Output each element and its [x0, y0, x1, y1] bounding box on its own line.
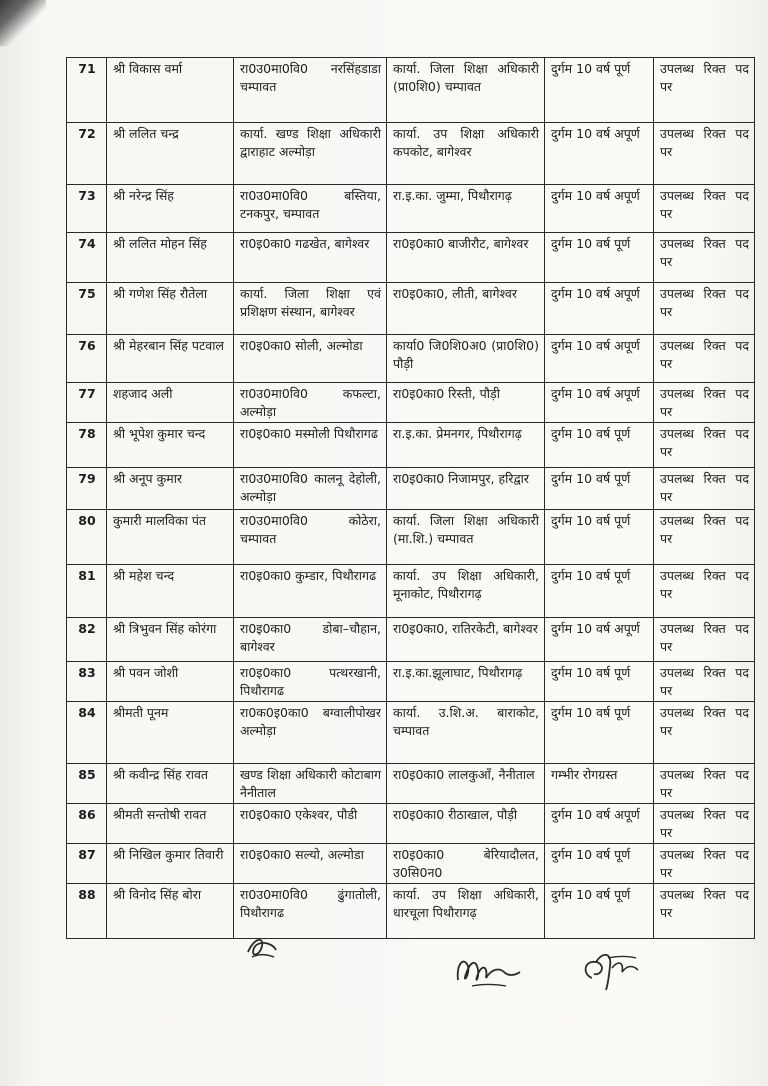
transfer-reason-cell: दुर्गम 10 वर्ष पूर्ण	[545, 58, 654, 123]
transfer-table	[66, 57, 755, 939]
employee-name-cell: श्री पवन जोशी	[107, 662, 234, 702]
table-row	[67, 383, 755, 423]
employee-name-cell: शहजाद अली	[107, 383, 234, 423]
transfer-reason-cell: दुर्गम 10 वर्ष अपूर्ण	[545, 618, 654, 662]
employee-name-cell: श्री विकास वर्मा	[107, 58, 234, 123]
serial-number-cell: 84	[67, 702, 107, 764]
table-row	[67, 58, 755, 123]
new-posting-cell: कार्या. जिला शिक्षा अधिकारी (मा.शि.) चम्पावत	[387, 510, 545, 565]
employee-name-cell: श्री गणेश सिंह रौतेला	[107, 283, 234, 335]
current-posting-cell: रा0इ0का0 पत्थरखानी, पिथौरागढ	[234, 662, 387, 702]
remark-cell: उपलब्ध रिक्त पद पर	[654, 383, 755, 423]
new-posting-cell: कार्या. उप शिक्षा अधिकारी कपकोट, बागेश्वर	[387, 123, 545, 185]
signature-left	[242, 930, 282, 964]
signature-middle	[452, 946, 524, 994]
serial-number-cell: 71	[67, 58, 107, 123]
transfer-reason-cell: दुर्गम 10 वर्ष पूर्ण	[545, 884, 654, 939]
serial-number-cell: 83	[67, 662, 107, 702]
table-row	[67, 702, 755, 764]
table-row	[67, 283, 755, 335]
table-row	[67, 335, 755, 383]
new-posting-cell: रा0इ0का0 बेरियादौलत, उ0सि0न0	[387, 844, 545, 884]
table-row	[67, 423, 755, 468]
employee-name-cell: श्री त्रिभुवन सिंह कोरंगा	[107, 618, 234, 662]
serial-number-cell: 76	[67, 335, 107, 383]
remark-cell: उपलब्ध रिक्त पद पर	[654, 283, 755, 335]
transfer-reason-cell: दुर्गम 10 वर्ष अपूर्ण	[545, 185, 654, 233]
transfer-reason-cell: दुर्गम 10 वर्ष अपूर्ण	[545, 383, 654, 423]
transfer-reason-cell: दुर्गम 10 वर्ष पूर्ण	[545, 565, 654, 618]
transfer-reason-cell: दुर्गम 10 वर्ष अपूर्ण	[545, 123, 654, 185]
remark-cell: उपलब्ध रिक्त पद पर	[654, 58, 755, 123]
new-posting-cell: रा0इ0का0 रिस्ती, पौड़ी	[387, 383, 545, 423]
current-posting-cell: रा0क0इ0का0 बग्वालीपोखर अल्मोड़ा	[234, 702, 387, 764]
serial-number-cell: 85	[67, 764, 107, 804]
table-row	[67, 468, 755, 510]
new-posting-cell: कार्या. उप शिक्षा अधिकारी, धारचूला पिथौरागढ़	[387, 884, 545, 939]
serial-number-cell: 87	[67, 844, 107, 884]
remark-cell: उपलब्ध रिक्त पद पर	[654, 884, 755, 939]
table-row	[67, 123, 755, 185]
serial-number-cell: 88	[67, 884, 107, 939]
table-row	[67, 510, 755, 565]
current-posting-cell: रा0इ0का0 एकेश्वर, पौडी	[234, 804, 387, 844]
serial-number-cell: 72	[67, 123, 107, 185]
serial-number-cell: 73	[67, 185, 107, 233]
transfer-table-body	[67, 58, 755, 939]
remark-cell: उपलब्ध रिक्त पद पर	[654, 804, 755, 844]
employee-name-cell: कुमारी मालविका पंत	[107, 510, 234, 565]
table-row	[67, 764, 755, 804]
serial-number-cell: 81	[67, 565, 107, 618]
remark-cell: उपलब्ध रिक्त पद पर	[654, 764, 755, 804]
current-posting-cell: रा0इ0का0 सोली, अल्मोडा	[234, 335, 387, 383]
transfer-reason-cell: दुर्गम 10 वर्ष पूर्ण	[545, 510, 654, 565]
current-posting-cell: रा0उ0मा0वि0 ढुंगातोली, पिथौरागढ	[234, 884, 387, 939]
new-posting-cell: रा.इ.का. जुम्मा, पिथौरागढ़	[387, 185, 545, 233]
remark-cell: उपलब्ध रिक्त पद पर	[654, 702, 755, 764]
transfer-reason-cell: दुर्गम 10 वर्ष पूर्ण	[545, 662, 654, 702]
current-posting-cell: कार्या. खण्ड शिक्षा अधिकारी द्वाराहाट अल्मोड़ा	[234, 123, 387, 185]
current-posting-cell: रा0उ0मा0वि0 कालनू देहोली, अल्मोड़ा	[234, 468, 387, 510]
employee-name-cell: श्री निखिल कुमार तिवारी	[107, 844, 234, 884]
serial-number-cell: 77	[67, 383, 107, 423]
current-posting-cell: रा0उ0मा0वि0 कोठेरा, चम्पावत	[234, 510, 387, 565]
employee-name-cell: श्री कवीन्द्र सिंह रावत	[107, 764, 234, 804]
transfer-reason-cell: दुर्गम 10 वर्ष अपूर्ण	[545, 335, 654, 383]
serial-number-cell: 82	[67, 618, 107, 662]
transfer-reason-cell: दुर्गम 10 वर्ष पूर्ण	[545, 468, 654, 510]
employee-name-cell: श्री ललित मोहन सिंह	[107, 233, 234, 283]
new-posting-cell: रा0इ0का0, रातिरकेटी, बागेश्वर	[387, 618, 545, 662]
transfer-reason-cell: दुर्गम 10 वर्ष अपूर्ण	[545, 804, 654, 844]
new-posting-cell: रा.इ.का.झूलाघाट, पिथौरागढ़	[387, 662, 545, 702]
table-row	[67, 185, 755, 233]
current-posting-cell: रा0इ0का0 डोबा–चौहान, बागेश्वर	[234, 618, 387, 662]
serial-number-cell: 86	[67, 804, 107, 844]
remark-cell: उपलब्ध रिक्त पद पर	[654, 844, 755, 884]
remark-cell: उपलब्ध रिक्त पद पर	[654, 423, 755, 468]
current-posting-cell: रा0इ0का0 सल्यो, अल्मोडा	[234, 844, 387, 884]
current-posting-cell: कार्या. जिला शिक्षा एवं प्रशिक्षण संस्थान, बागेश्वर	[234, 283, 387, 335]
transfer-reason-cell: दुर्गम 10 वर्ष पूर्ण	[545, 844, 654, 884]
serial-number-cell: 80	[67, 510, 107, 565]
employee-name-cell: श्रीमती पूनम	[107, 702, 234, 764]
remark-cell: उपलब्ध रिक्त पद पर	[654, 510, 755, 565]
current-posting-cell: रा0इ0का0 गढखेत, बागेश्वर	[234, 233, 387, 283]
employee-name-cell: श्री विनोद सिंह बोरा	[107, 884, 234, 939]
table-row	[67, 565, 755, 618]
table-row	[67, 844, 755, 884]
new-posting-cell: कार्या. उप शिक्षा अधिकारी, मूनाकोट, पिथौरागढ़	[387, 565, 545, 618]
employee-name-cell: श्री अनूप कुमार	[107, 468, 234, 510]
current-posting-cell: रा0उ0मा0वि0 नरसिंहडाडा चम्पावत	[234, 58, 387, 123]
table-row	[67, 804, 755, 844]
serial-number-cell: 79	[67, 468, 107, 510]
remark-cell: उपलब्ध रिक्त पद पर	[654, 565, 755, 618]
remark-cell: उपलब्ध रिक्त पद पर	[654, 618, 755, 662]
employee-name-cell: श्री नरेन्द्र सिंह	[107, 185, 234, 233]
scan-corner-shadow	[0, 0, 46, 46]
new-posting-cell: रा0इ0का0 बाजीरौट, बागेश्वर	[387, 233, 545, 283]
current-posting-cell: रा0उ0मा0वि0 बस्तिया, टनकपुर, चम्पावत	[234, 185, 387, 233]
new-posting-cell: कार्या. उ.शि.अ. बाराकोट, चम्पावत	[387, 702, 545, 764]
transfer-reason-cell: दुर्गम 10 वर्ष पूर्ण	[545, 702, 654, 764]
new-posting-cell: कार्या. जिला शिक्षा अधिकारी (प्रा0शि0) चम्पावत	[387, 58, 545, 123]
new-posting-cell: रा.इ.का. प्रेमनगर, पिथौरागढ़	[387, 423, 545, 468]
transfer-reason-cell: दुर्गम 10 वर्ष पूर्ण	[545, 423, 654, 468]
new-posting-cell: रा0इ0का0 लालकुऑं, नैनीताल	[387, 764, 545, 804]
serial-number-cell: 74	[67, 233, 107, 283]
remark-cell: उपलब्ध रिक्त पद पर	[654, 468, 755, 510]
transfer-reason-cell: गम्भीर रोगग्रस्त	[545, 764, 654, 804]
transfer-reason-cell: दुर्गम 10 वर्ष पूर्ण	[545, 233, 654, 283]
transfer-reason-cell: दुर्गम 10 वर्ष अपूर्ण	[545, 283, 654, 335]
employee-name-cell: श्री ललित चन्द्र	[107, 123, 234, 185]
table-row	[67, 618, 755, 662]
new-posting-cell: रा0इ0का0, लीती, बागेश्वर	[387, 283, 545, 335]
current-posting-cell: रा0इ0का0 मस्मोली पिथौरागढ	[234, 423, 387, 468]
signature-right	[578, 944, 644, 996]
employee-name-cell: श्री भूपेश कुमार चन्द	[107, 423, 234, 468]
new-posting-cell: कार्या0 जि0शि0अ0 (प्रा0शि0) पौड़ी	[387, 335, 545, 383]
serial-number-cell: 75	[67, 283, 107, 335]
table-row	[67, 233, 755, 283]
remark-cell: उपलब्ध रिक्त पद पर	[654, 335, 755, 383]
employee-name-cell: श्री मेहरबान सिंह पटवाल	[107, 335, 234, 383]
remark-cell: उपलब्ध रिक्त पद पर	[654, 233, 755, 283]
table-row	[67, 884, 755, 939]
current-posting-cell: रा0इ0का0 कुम्डार, पिथौरागढ	[234, 565, 387, 618]
new-posting-cell: रा0इ0का0 रीठाखाल, पौड़ी	[387, 804, 545, 844]
table-row	[67, 662, 755, 702]
remark-cell: उपलब्ध रिक्त पद पर	[654, 123, 755, 185]
employee-name-cell: श्री महेश चन्द	[107, 565, 234, 618]
current-posting-cell: खण्ड शिक्षा अधिकारी कोटाबाग नैनीताल	[234, 764, 387, 804]
new-posting-cell: रा0इ0का0 निजामपुर, हरिद्वार	[387, 468, 545, 510]
remark-cell: उपलब्ध रिक्त पद पर	[654, 185, 755, 233]
employee-name-cell: श्रीमती सन्तोषी रावत	[107, 804, 234, 844]
current-posting-cell: रा0उ0मा0वि0 कफल्टा, अल्मोड़ा	[234, 383, 387, 423]
remark-cell: उपलब्ध रिक्त पद पर	[654, 662, 755, 702]
serial-number-cell: 78	[67, 423, 107, 468]
